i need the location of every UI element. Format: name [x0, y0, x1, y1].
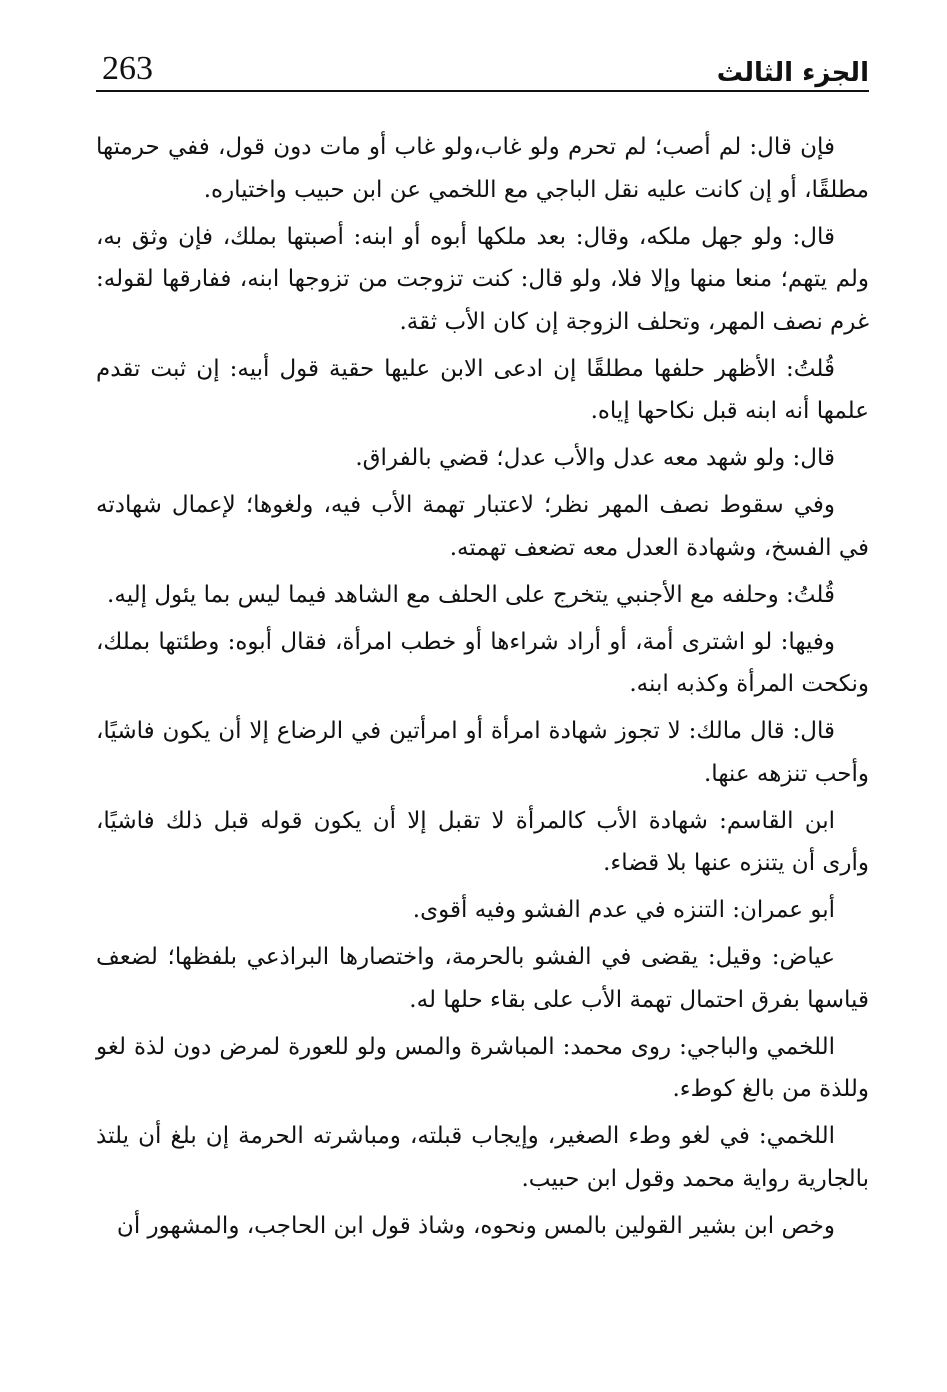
paragraph: قال: قال مالك: لا تجوز شهادة امرأة أو امرأتين في الرضاع إلا أن يكون فاشيًا، وأحب تنزهه عنها. — [96, 718, 869, 787]
paragraph: فإن قال: لم أصب؛ لم تحرم ولو غاب،ولو غاب أو مات دون قول، ففي حرمتها مطلقًا، أو إن كانت عليه نقل الباجي مع اللخمي عن ابن حبيب واختياره. — [96, 134, 869, 203]
paragraph: قال: ولو جهل ملكه، وقال: بعد ملكها أبوه أو ابنه: أصبتها بملك، فإن وثق به، ولم يتهم؛ منعا منها وإلا فلا، ولو قال: كنت تزوجت من تزوجها ابنه، ففارقها لقوله: غرم نصف المهر، وتحلف الزوجة إن كان الأب ثقة. — [96, 223, 869, 335]
paragraph: وفي سقوط نصف المهر نظر؛ لاعتبار تهمة الأب فيه، ولغوها؛ لإعمال شهادته في الفسخ، وشهادة العدل معه تضعف تهمته. — [96, 492, 869, 561]
paragraph: اللخمي: في لغو وطء الصغير، وإيجاب قبلته، ومباشرته الحرمة إن بلغ أن يلتذ بالجارية رواية محمد وقول ابن حبيب. — [96, 1123, 869, 1192]
paragraph: قُلتُ: الأظهر حلفها مطلقًا إن ادعى الابن عليها حقية قول أبيه: إن ثبت تقدم علمها أنه ابنه قبل نكاحها إياه. — [96, 355, 869, 424]
paragraph: وفيها: لو اشترى أمة، أو أراد شراءها أو خطب امرأة، فقال أبوه: وطئتها بملك، ونكحت المرأة وكذبه ابنه. — [96, 628, 869, 697]
paragraph: اللخمي والباجي: روى محمد: المباشرة والمس ولو للعورة لمرض دون لذة لغو وللذة من بالغ كوطء. — [96, 1033, 869, 1102]
paragraph: وخص ابن بشير القولين بالمس ونحوه، وشاذ قول ابن الحاجب، والمشهور أن — [116, 1212, 835, 1239]
paragraph: عياض: وقيل: يقضى في الفشو بالحرمة، واختصارها البراذعي بلفظها؛ لضعف قياسها بفرق احتمال تهمة الأب على بقاء حلها له. — [96, 944, 869, 1013]
paragraph: قال: ولو شهد معه عدل والأب عدل؛ قضي بالفراق. — [355, 445, 835, 471]
running-head: الجزء الثالث — [716, 58, 869, 88]
paragraph: أبو عمران: التنزه في عدم الفشو وفيه أقوى. — [412, 897, 835, 923]
page-header — [96, 34, 869, 92]
page-number: 263 — [102, 50, 153, 87]
paragraph: ابن القاسم: شهادة الأب كالمرأة لا تقبل إلا أن يكون قوله قبل ذلك فاشيًا، وأرى أن يتنزه عنها بلا قضاء. — [96, 807, 869, 876]
page-body — [96, 126, 869, 1247]
paragraph: قُلتُ: وحلفه مع الأجنبي يتخرج على الحلف مع الشاهد فيما ليس بما يئول إليه. — [107, 581, 835, 608]
